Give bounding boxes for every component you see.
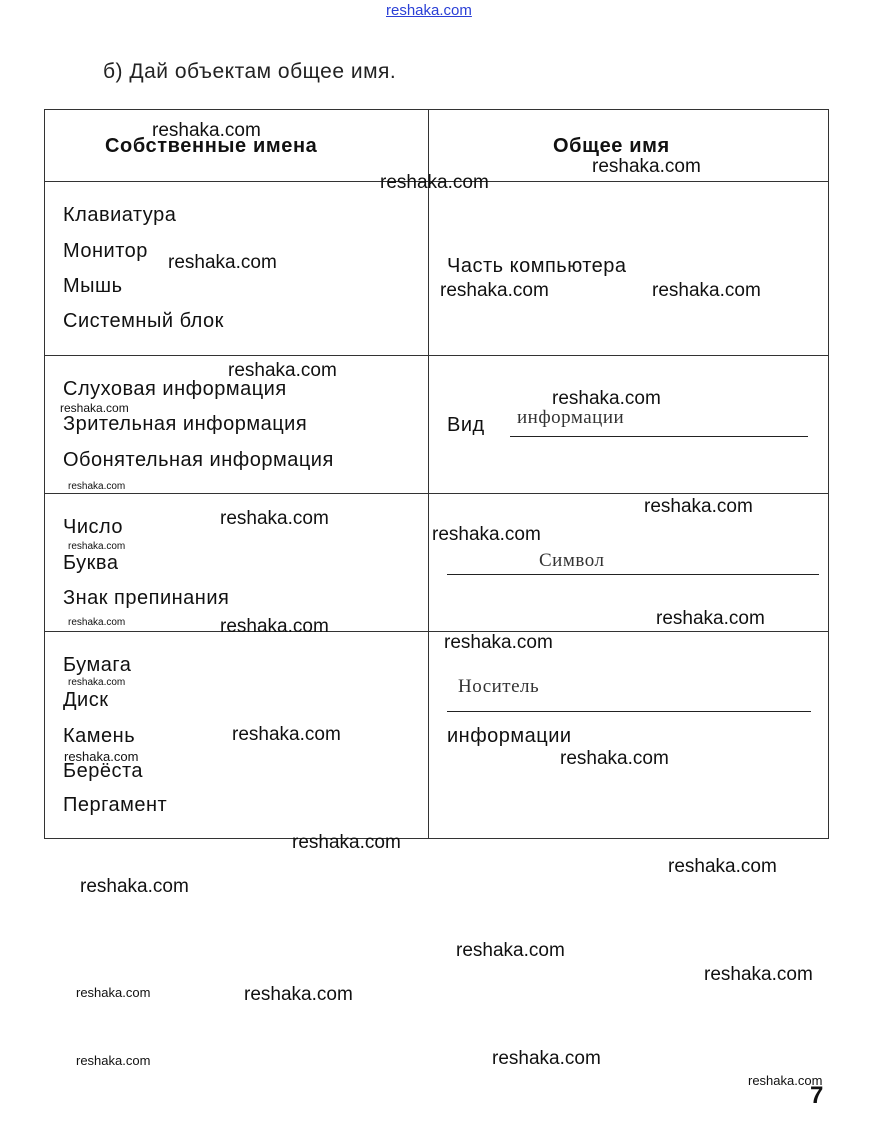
watermark: reshaka.com [656, 608, 765, 629]
watermark: reshaka.com [652, 280, 761, 301]
watermark: reshaka.com [432, 524, 541, 545]
watermark: reshaka.com [560, 748, 669, 769]
watermark: reshaka.com [644, 496, 753, 517]
row-divider [44, 493, 829, 494]
list-item: Камень [63, 725, 136, 747]
list-item: Обонятельная информация [63, 449, 334, 471]
watermark: reshaka.com [292, 832, 401, 853]
answer-line [447, 574, 819, 575]
watermark: reshaka.com [704, 964, 813, 985]
answer-text: Часть компьютера [447, 255, 627, 277]
list-item: Знак препинания [63, 587, 230, 609]
watermark: reshaka.com [244, 984, 353, 1005]
list-item: Число [63, 516, 124, 538]
table-border-right [828, 109, 829, 839]
table-border-bottom [44, 838, 829, 839]
watermark: reshaka.com [552, 388, 661, 409]
page-number: 7 [810, 1082, 824, 1109]
watermark: reshaka.com [668, 856, 777, 877]
header-common-name: Общее имя [553, 135, 670, 157]
answer-suffix: информации [447, 725, 572, 747]
watermark: reshaka.com [492, 1048, 601, 1069]
list-item: Слуховая информация [63, 378, 287, 400]
site-link[interactable]: reshaka.com [386, 2, 472, 19]
watermark: reshaka.com [220, 508, 329, 529]
list-item: Мышь [63, 275, 123, 297]
handwritten-answer: информации [517, 407, 625, 428]
watermark-small: reshaka.com [68, 481, 126, 492]
handwritten-answer: Носитель [458, 676, 540, 697]
watermark-small: reshaka.com [748, 1073, 823, 1088]
watermark: reshaka.com [380, 172, 489, 193]
row-divider [44, 355, 829, 356]
task-text: Дай объектам общее имя. [129, 60, 397, 83]
watermark-small: reshaka.com [68, 541, 126, 552]
column-divider [428, 109, 429, 839]
list-item: Клавиатура [63, 204, 177, 226]
handwritten-answer: Символ [539, 550, 605, 571]
row-divider [44, 631, 829, 632]
watermark-small: reshaka.com [64, 749, 139, 764]
watermark: reshaka.com [456, 940, 565, 961]
list-item: Зрительная информация [63, 413, 308, 435]
watermark-small: reshaka.com [76, 1053, 151, 1068]
table-border-left [44, 109, 45, 839]
watermark: reshaka.com [220, 616, 329, 637]
answer-prefix: Вид [447, 414, 485, 436]
watermark-small: reshaka.com [68, 617, 126, 628]
watermark-small: reshaka.com [60, 401, 129, 415]
watermark: reshaka.com [592, 156, 701, 177]
task-label: б) [103, 60, 124, 83]
watermark: reshaka.com [168, 252, 277, 273]
watermark: reshaka.com [228, 360, 337, 381]
answer-line [447, 711, 811, 712]
list-item: Диск [63, 689, 109, 711]
answer-line [510, 436, 808, 437]
list-item: Буква [63, 552, 119, 574]
header-proper-names: Собственные имена [105, 135, 318, 157]
watermark: reshaka.com [232, 724, 341, 745]
list-item: Системный блок [63, 310, 224, 332]
watermark: reshaka.com [152, 120, 261, 141]
list-item: Пергамент [63, 794, 168, 816]
watermark: reshaka.com [80, 876, 189, 897]
watermark: reshaka.com [444, 632, 553, 653]
list-item: Монитор [63, 240, 148, 262]
list-item: Берёста [63, 760, 144, 782]
table-border-top [44, 109, 829, 110]
task-title [103, 60, 396, 84]
watermark: reshaka.com [440, 280, 549, 301]
list-item: Бумага [63, 654, 132, 676]
watermark-small: reshaka.com [76, 985, 151, 1000]
watermark-small: reshaka.com [68, 677, 126, 688]
